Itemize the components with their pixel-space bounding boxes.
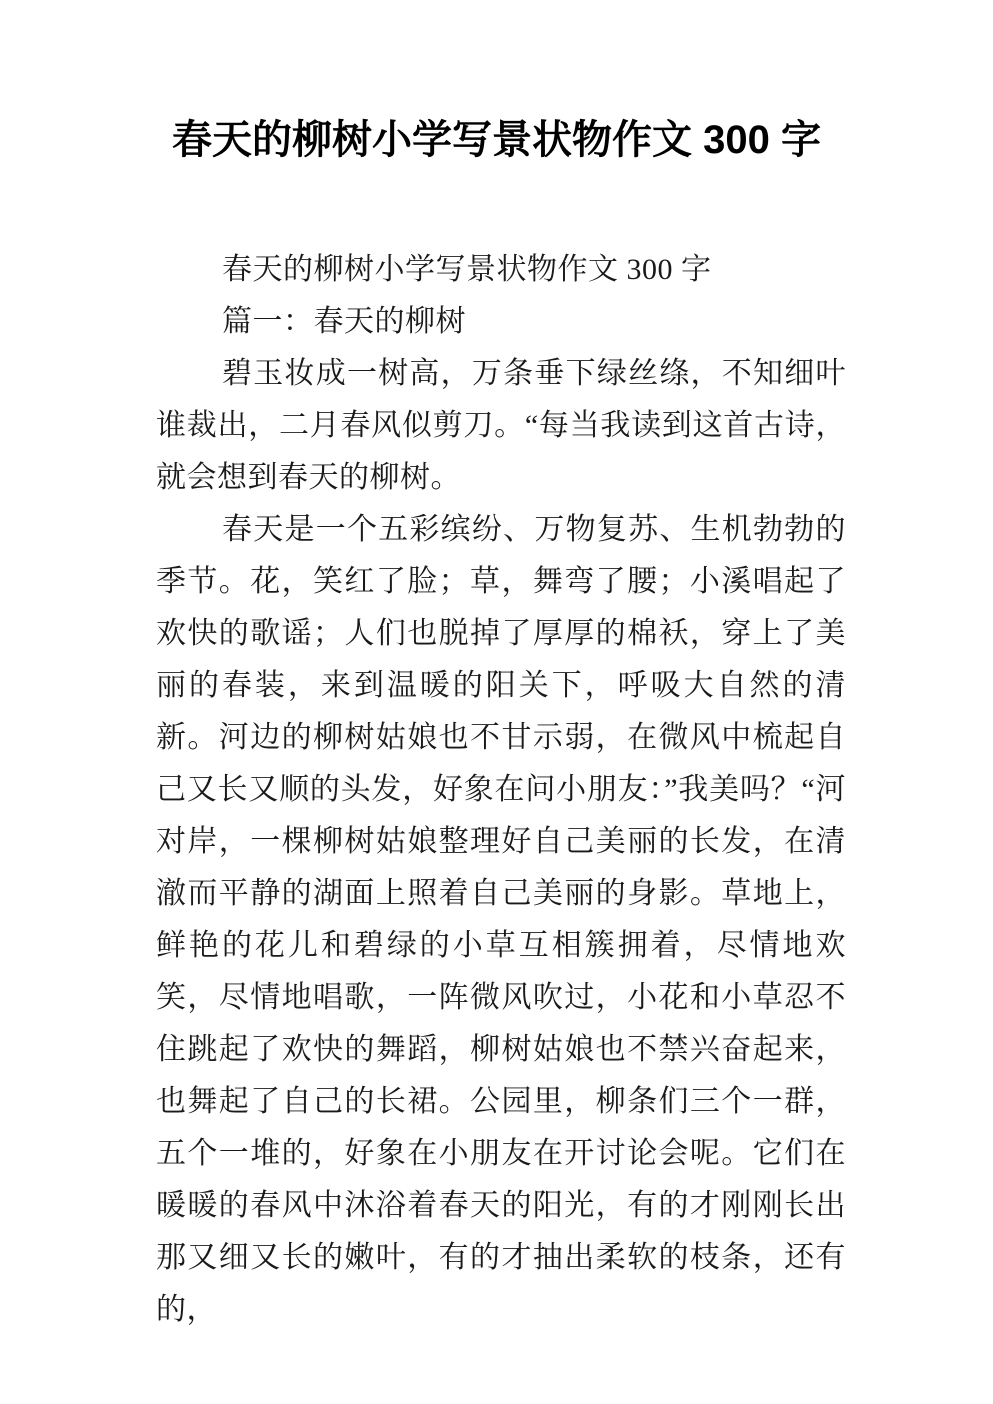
paragraph-section-label: 篇一：春天的柳树 — [222, 305, 466, 338]
paragraph-heading-repeat: 春天的柳树小学写景状物作文 300 字 — [222, 253, 712, 286]
paragraph-essay-body: 春天是一个五彩缤纷、万物复苏、生机勃勃的季节。花，笑红了脸；草，舞弯了腰；小溪唱起了欢快的歌谣；人们也脱掉了厚厚的棉袄，穿上了美丽的春装，来到温暖的阳关下，呼吸大自然的清新。河边的柳树姑娘也不甘示弱，在微风中梳起自己又长又顺的头发，好象在问小朋友：”我美吗？“河对岸，一棵柳树姑娘整理好自己美丽的长发，在清澈而平静的湖面上照着自己美丽的身影。草地上，鲜艳的花儿和碧绿的小草互相簇拥着，尽情地欢笑，尽情地唱歌，一阵微风吹过，小花和小草忍不住跳起了欢快的舞蹈，柳树姑娘也不禁兴奋起来，也舞起了自己的长裙。公园里，柳条们三个一群，五个一堆的，好象在小朋友在开讨论会呢。它们在暖暖的春风中沐浴着春天的阳光，有的才刚刚长出那又细又长的嫩叶，有的才抽出柔软的枝条，还有的， — [156, 513, 846, 1326]
page-title: 春天的柳树小学写景状物作文 300 字 — [172, 118, 821, 162]
paragraph-poem-intro: 碧玉妆成一树高，万条垂下绿丝绦，不知细叶谁裁出，二月春风似剪刀。“每当我读到这首古诗，就会想到春天的柳树。 — [156, 357, 846, 494]
document-body — [156, 244, 846, 1336]
